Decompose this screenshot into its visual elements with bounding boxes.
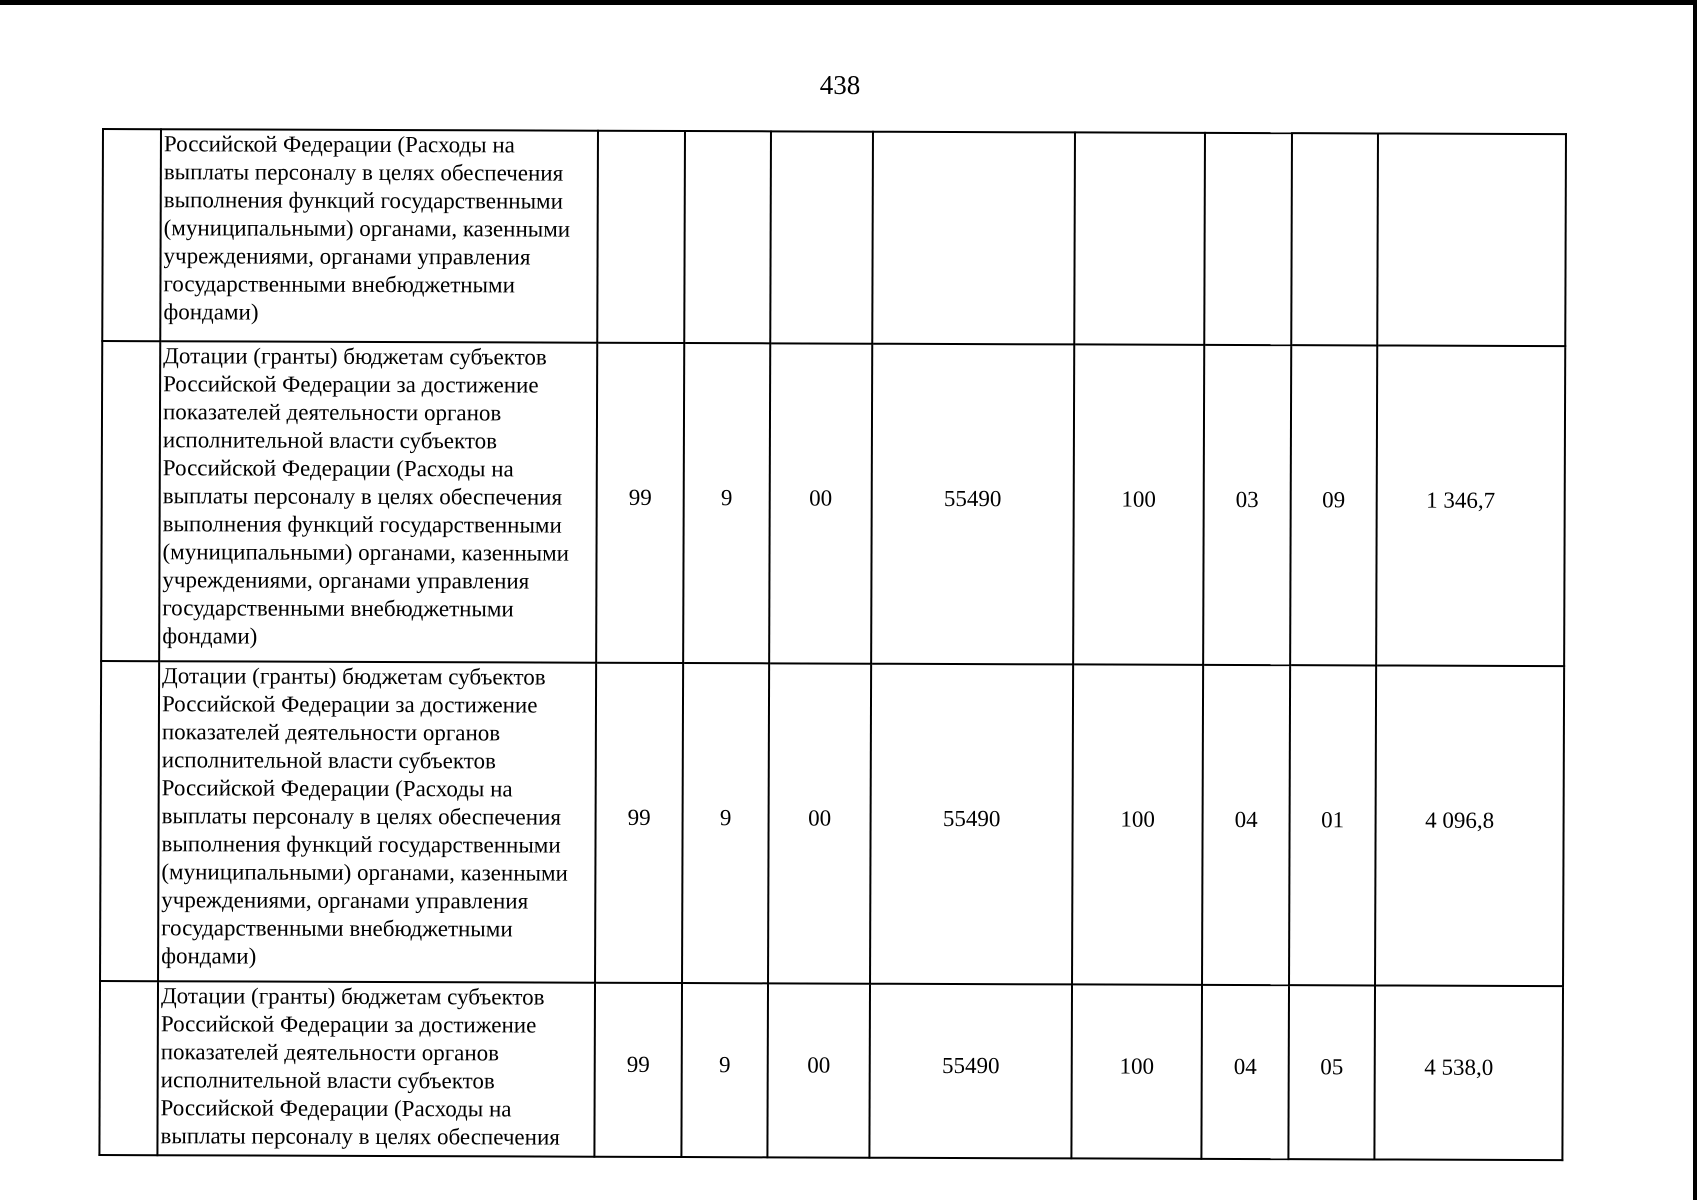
subprogram-code-cell: 9 (683, 343, 770, 663)
budget-table (98, 128, 1567, 1161)
row-index-cell (100, 661, 159, 981)
row-description-cell: Дотации (гранты) бюджетам субъектов Российской Федерации за достижение показателей деятельности органов исполнительной власти субъектов Российской Федерации (Расходы на выплаты персоналу в целях обеспечения выполнения функций государственными (муниципальными) органами, казенными учреждениями, органами управления государственными внебюджетными фондами) (159, 341, 597, 663)
expense-type-cell: 100 (1072, 664, 1203, 984)
amount-cell (1377, 133, 1566, 346)
subprogram-code-cell (684, 131, 771, 343)
table-row (102, 129, 1566, 346)
row-description-cell: Дотации (гранты) бюджетам субъектов Российской Федерации за достижение показателей деятельности органов исполнительной власти субъектов Российской Федерации (Расходы на выплаты персоналу в целях обеспечения выполнения функций государственными (муниципальными) органами, казенными учреждениями, органами управления государственными внебюджетными фондами) (158, 661, 596, 983)
direction-code-cell: 55490 (869, 984, 1072, 1159)
page-number: 438 (819, 70, 861, 100)
subsection-code-cell: 09 (1290, 345, 1377, 665)
expense-type-cell: 100 (1071, 984, 1202, 1158)
program-code-cell: 99 (596, 343, 684, 663)
subsection-code-cell (1291, 133, 1378, 345)
expense-type-cell (1074, 132, 1205, 344)
main-event-code-cell (770, 131, 873, 343)
section-code-cell: 04 (1201, 985, 1289, 1159)
row-description-cell: Российской Федерации (Расходы на выплаты персоналу в целях обеспечения выполнения функций государственными (муниципальными) органами, казенными учреждениями, органами управления государственными внебюджетными фондами) (160, 129, 598, 343)
subsection-code-cell: 05 (1288, 985, 1375, 1159)
row-description-cell: Дотации (гранты) бюджетам субъектов Российской Федерации за достижение показателей деятельности органов исполнительной власти субъектов Российской Федерации (Расходы на выплаты персоналу в целях обеспечения (157, 981, 595, 1157)
amount-cell: 4 096,8 (1375, 665, 1564, 986)
scan-right-border (1693, 0, 1697, 1200)
expense-type-cell: 100 (1073, 344, 1204, 664)
direction-code-cell (872, 132, 1075, 345)
table-row (99, 981, 1563, 1160)
program-code-cell: 99 (594, 983, 682, 1157)
section-code-cell: 03 (1203, 345, 1291, 665)
table-row (100, 661, 1564, 986)
direction-code-cell: 55490 (870, 664, 1073, 985)
section-code-cell (1204, 133, 1292, 345)
program-code-cell (597, 131, 685, 343)
direction-code-cell: 55490 (871, 344, 1074, 665)
subprogram-code-cell: 9 (681, 983, 768, 1157)
scan-top-border (0, 0, 1697, 5)
row-index-cell (101, 341, 160, 661)
program-code-cell: 99 (595, 663, 683, 983)
subsection-code-cell: 01 (1289, 665, 1376, 985)
amount-cell: 1 346,7 (1376, 345, 1565, 666)
subprogram-code-cell: 9 (682, 663, 769, 983)
section-code-cell: 04 (1202, 665, 1290, 985)
amount-cell: 4 538,0 (1374, 985, 1563, 1160)
main-event-code-cell: 00 (767, 983, 870, 1157)
row-index-cell (102, 129, 161, 341)
row-index-cell (99, 981, 158, 1155)
main-event-code-cell: 00 (769, 343, 872, 663)
main-event-code-cell: 00 (768, 663, 871, 983)
table-row (101, 341, 1565, 666)
